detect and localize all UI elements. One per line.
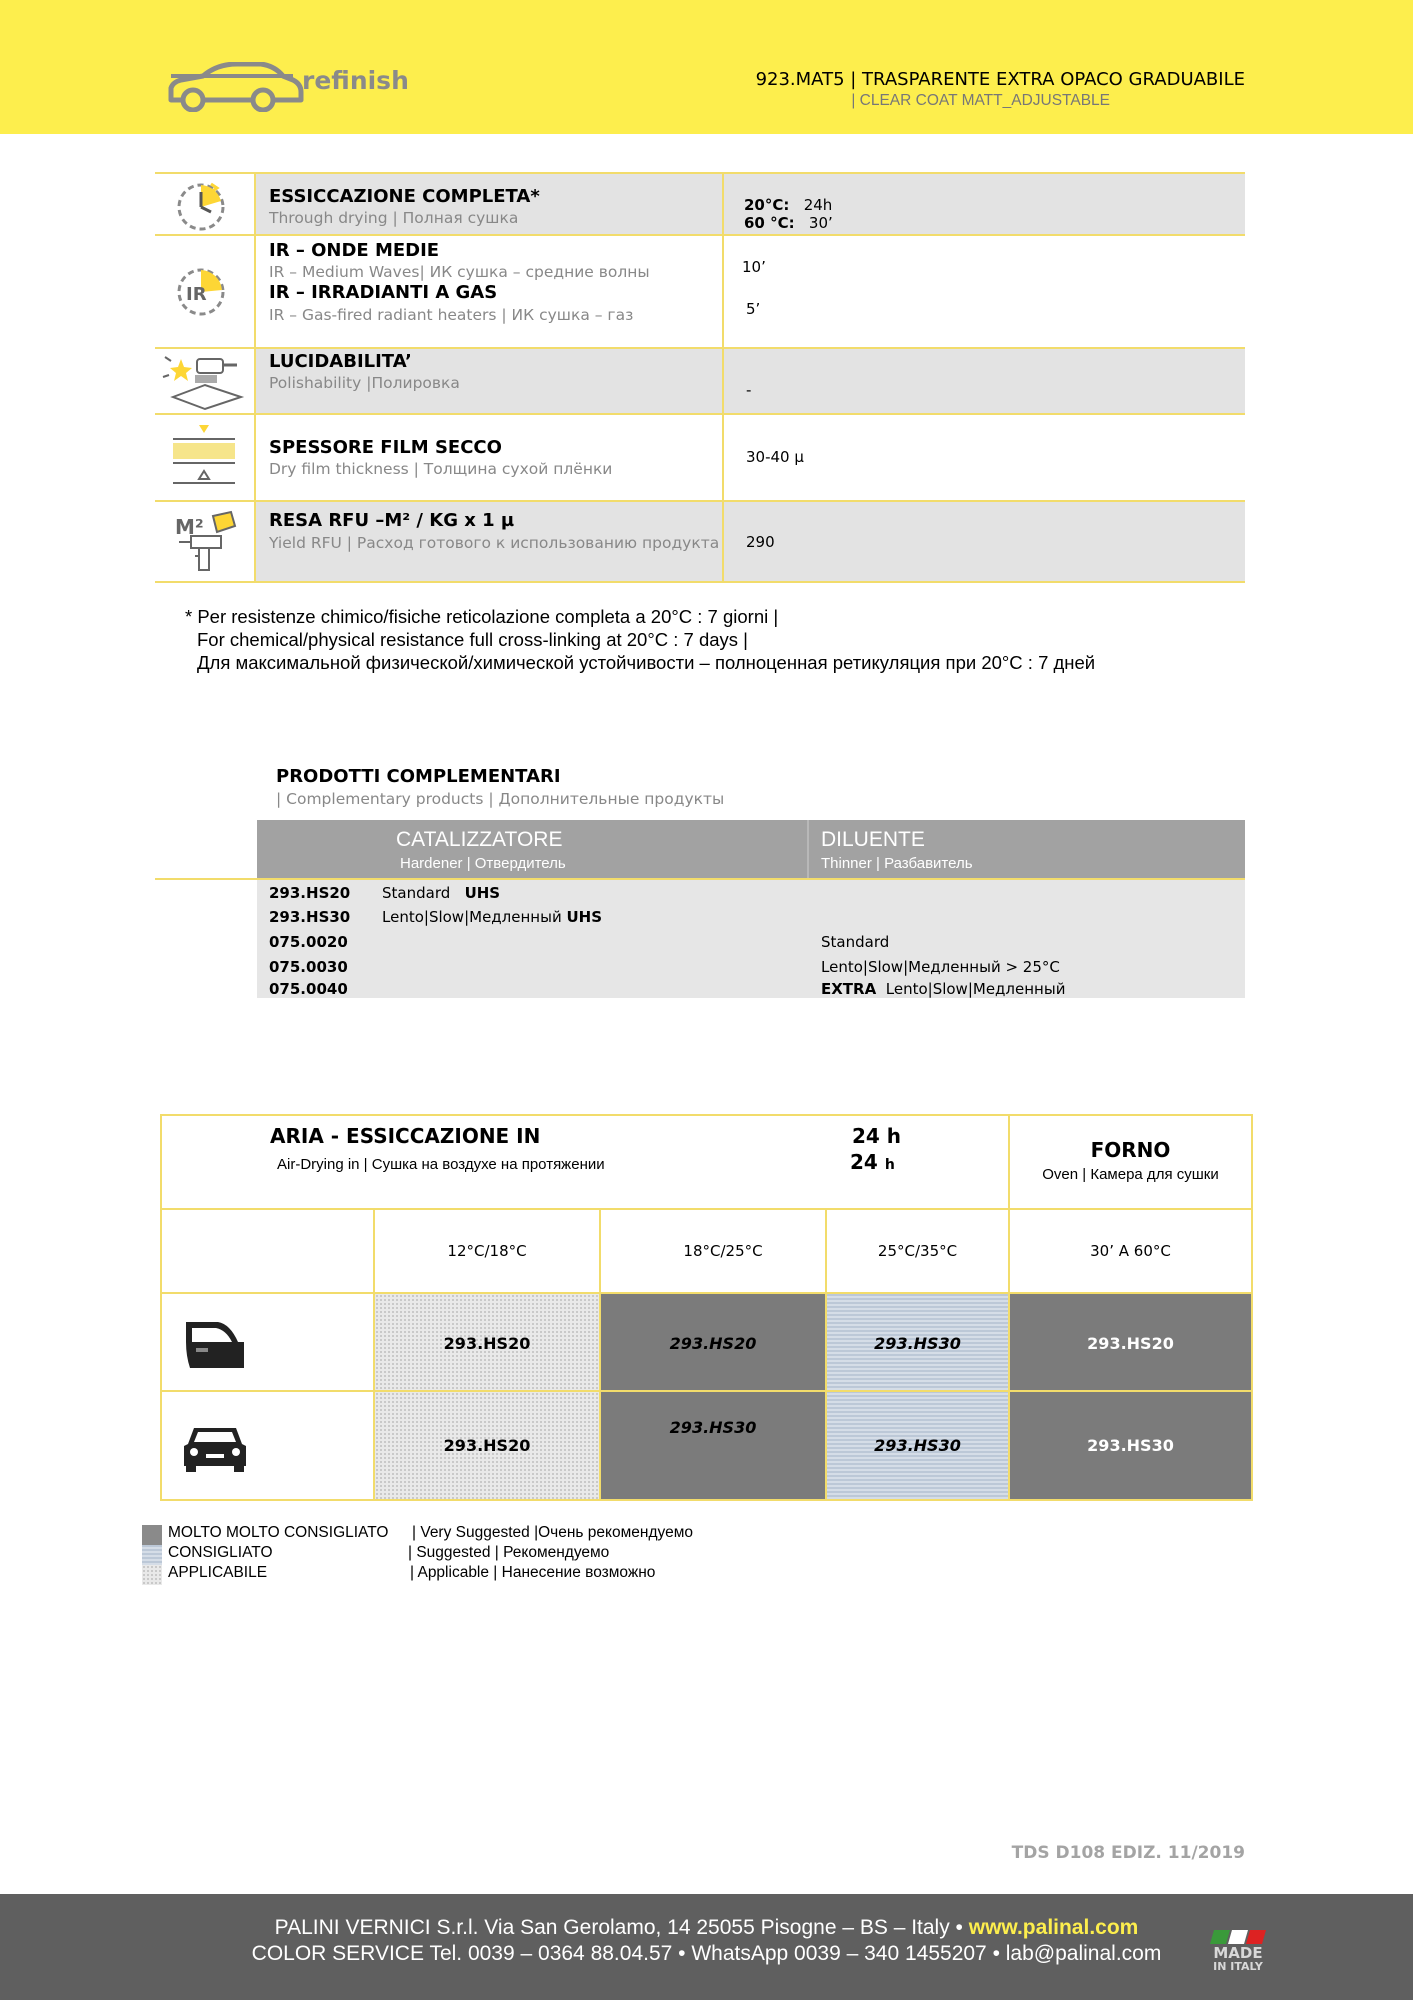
cell-very-suggested: 293.HS30 bbox=[1010, 1392, 1251, 1499]
document-title: 923.MAT5 | TRASPARENTE EXTRA OPACO GRADUABILE bbox=[755, 69, 1245, 90]
drying-table bbox=[160, 1114, 1253, 1501]
temp-cell: 12°C/18°C bbox=[375, 1210, 601, 1294]
spec-subtitle: Polishability |Полировка bbox=[269, 374, 460, 392]
website-link[interactable]: www.palinal.com bbox=[968, 1916, 1139, 1939]
spec-subtitle: IR – Gas-fired radiant heaters | ИК сушка – газ bbox=[269, 306, 634, 324]
product-code: 293.HS20 bbox=[269, 884, 351, 902]
complementary-table bbox=[257, 878, 1245, 998]
temp-cell: 30’ A 60°C bbox=[1010, 1210, 1251, 1294]
cell-very-suggested: 293.HS30 bbox=[601, 1392, 827, 1499]
icon-cell bbox=[155, 174, 256, 234]
spec-title: ESSICCAZIONE COMPLETA* bbox=[269, 186, 540, 207]
cell-very-suggested: 293.HS20 bbox=[1010, 1294, 1251, 1392]
spec-value: 5’ bbox=[746, 300, 761, 318]
cell-applicable: 293.HS20 bbox=[375, 1294, 601, 1392]
spec-title: IR – IRRADIANTI A GAS bbox=[269, 282, 498, 303]
air-drying-subtitle: Air-Drying in | Сушка на воздухе на протяжении bbox=[277, 1156, 605, 1173]
icon-cell bbox=[155, 502, 256, 581]
oven-subtitle: Oven | Камера для сушки bbox=[1042, 1166, 1219, 1183]
spec-value: 10’ bbox=[742, 258, 766, 276]
legend-label: APPLICABILE bbox=[168, 1564, 268, 1581]
footnote-line: * Per resistenze chimico/fisiche reticolazione completa a 20°C : 7 giorni | bbox=[185, 606, 779, 627]
complementary-title: PRODOTTI COMPLEMENTARI bbox=[276, 766, 561, 787]
footnote-line: Для максимальной физической/химической устойчивости – полноценная ретикуляция при 20°C : 7 дней bbox=[197, 652, 1096, 673]
spec-subtitle: Through drying | Полная сушка bbox=[269, 209, 519, 227]
car-row-label bbox=[162, 1392, 375, 1499]
complementary-subtitle: | Complementary products | Дополнительные продукты bbox=[276, 790, 725, 808]
legend-swatch-suggested bbox=[142, 1545, 162, 1565]
legend-label: CONSIGLIATO bbox=[168, 1544, 273, 1561]
spec-title: SPESSORE FILM SECCO bbox=[269, 437, 502, 458]
yield-icon-label: M² bbox=[175, 515, 204, 539]
footer-address: PALINI VERNICI S.r.l. Via San Gerolamo, 14 25055 Pisogne – BS – Italy • www.palinal.com bbox=[274, 1916, 1139, 1939]
spec-row-yield bbox=[155, 502, 1245, 583]
spec-value: 290 bbox=[746, 533, 775, 551]
spec-value: 30-40 µ bbox=[746, 448, 804, 466]
polisher-icon bbox=[155, 349, 256, 413]
document-code: TDS D108 EDIZ. 11/2019 bbox=[1011, 1843, 1245, 1863]
page-header bbox=[0, 0, 1413, 134]
spec-title: LUCIDABILITA’ bbox=[269, 351, 412, 372]
legend-translation: | Very Suggested |Очень рекомендуемо bbox=[412, 1524, 693, 1541]
icon-cell bbox=[155, 349, 256, 413]
spec-value: 20°C: 24h bbox=[744, 196, 833, 214]
clock-icon bbox=[155, 174, 256, 236]
footnote-line: For chemical/physical resistance full cross-linking at 20°C : 7 days | bbox=[197, 629, 748, 650]
product-code: 075.0020 bbox=[269, 933, 348, 951]
oven-title: FORNO bbox=[1090, 1138, 1171, 1162]
thinner-desc: Lento|Slow|Медленный > 25°C bbox=[821, 958, 1060, 976]
spec-row-polishability bbox=[155, 349, 1245, 415]
svg-text:IR: IR bbox=[186, 284, 207, 305]
footer-contacts: COLOR SERVICE Tel. 0039 – 0364 88.04.57 • WhatsApp 0039 – 340 1455207 • lab@palinal.com bbox=[251, 1942, 1162, 1965]
brand-name: refinish bbox=[302, 66, 409, 95]
thinner-desc: Standard bbox=[821, 933, 890, 951]
spec-subtitle: Dry film thickness | Толщина сухой плёнки bbox=[269, 460, 613, 478]
car-door-icon bbox=[182, 1316, 248, 1372]
spec-subtitle: Yield RFU | Расход готового к использованию продукта bbox=[269, 534, 720, 552]
spec-value: 60 °C: 30’ bbox=[744, 214, 833, 232]
page-footer bbox=[0, 1894, 1413, 2000]
legend-translation: | Suggested | Рекомендуемо bbox=[408, 1544, 610, 1561]
legend-translation: | Applicable | Нанесение возможно bbox=[410, 1564, 656, 1581]
cell-very-suggested: 293.HS20 bbox=[601, 1294, 827, 1392]
spec-value: - bbox=[746, 381, 752, 399]
spray-gun-icon bbox=[155, 502, 256, 581]
made-in-italy-badge: MADE IN ITALY bbox=[1208, 1928, 1268, 1976]
door-row-label bbox=[162, 1294, 375, 1392]
temp-cell: 18°C/25°C bbox=[601, 1210, 827, 1294]
hardener-desc: Standard UHS bbox=[382, 884, 501, 902]
air-drying-time: 24 h bbox=[850, 1150, 895, 1174]
cell-suggested: 293.HS30 bbox=[827, 1392, 1010, 1499]
spec-row-ir bbox=[155, 236, 1245, 349]
film-thickness-icon bbox=[155, 415, 256, 500]
legend-swatch-very-suggested bbox=[142, 1525, 162, 1545]
thinner-subheading: Thinner | Разбавитель bbox=[821, 855, 973, 872]
spec-row-through-drying bbox=[155, 172, 1245, 236]
legend-label: MOLTO MOLTO CONSIGLIATO bbox=[168, 1524, 389, 1541]
air-drying-title: ARIA - ESSICCAZIONE IN bbox=[270, 1124, 541, 1148]
air-drying-header bbox=[162, 1116, 1010, 1210]
hardener-desc: Lento|Slow|Медленный UHS bbox=[382, 908, 603, 926]
spec-row-film-thickness bbox=[155, 415, 1245, 502]
product-code: 075.0030 bbox=[269, 958, 348, 976]
oven-header bbox=[1010, 1116, 1251, 1210]
car-front-icon bbox=[182, 1422, 248, 1472]
spec-title: RESA RFU –M² / KG x 1 µ bbox=[269, 510, 515, 531]
hardener-heading: CATALIZZATORE bbox=[396, 828, 563, 851]
legend-swatch-applicable bbox=[142, 1565, 162, 1585]
cell-suggested: 293.HS30 bbox=[827, 1294, 1010, 1392]
icon-cell bbox=[155, 415, 256, 500]
product-code: 293.HS30 bbox=[269, 908, 351, 926]
product-code: 075.0040 bbox=[269, 980, 348, 998]
ir-clock-icon bbox=[155, 236, 256, 347]
cell-applicable: 293.HS20 bbox=[375, 1392, 601, 1499]
spec-subtitle: IR – Medium Waves| ИК сушка – средние волны bbox=[269, 263, 650, 281]
spec-title: IR – ONDE MEDIE bbox=[269, 240, 440, 261]
thinner-desc: EXTRA Lento|Slow|Медленный bbox=[821, 980, 1066, 998]
thinner-heading: DILUENTE bbox=[821, 828, 925, 851]
document-subtitle: | CLEAR COAT MATT_ADJUSTABLE bbox=[851, 92, 1110, 109]
temp-cell: 25°C/35°C bbox=[827, 1210, 1010, 1294]
hardener-subheading: Hardener | Отвердитель bbox=[400, 855, 566, 872]
air-drying-time: 24 h bbox=[852, 1124, 902, 1148]
complementary-header bbox=[257, 820, 1245, 878]
icon-cell bbox=[155, 236, 256, 347]
